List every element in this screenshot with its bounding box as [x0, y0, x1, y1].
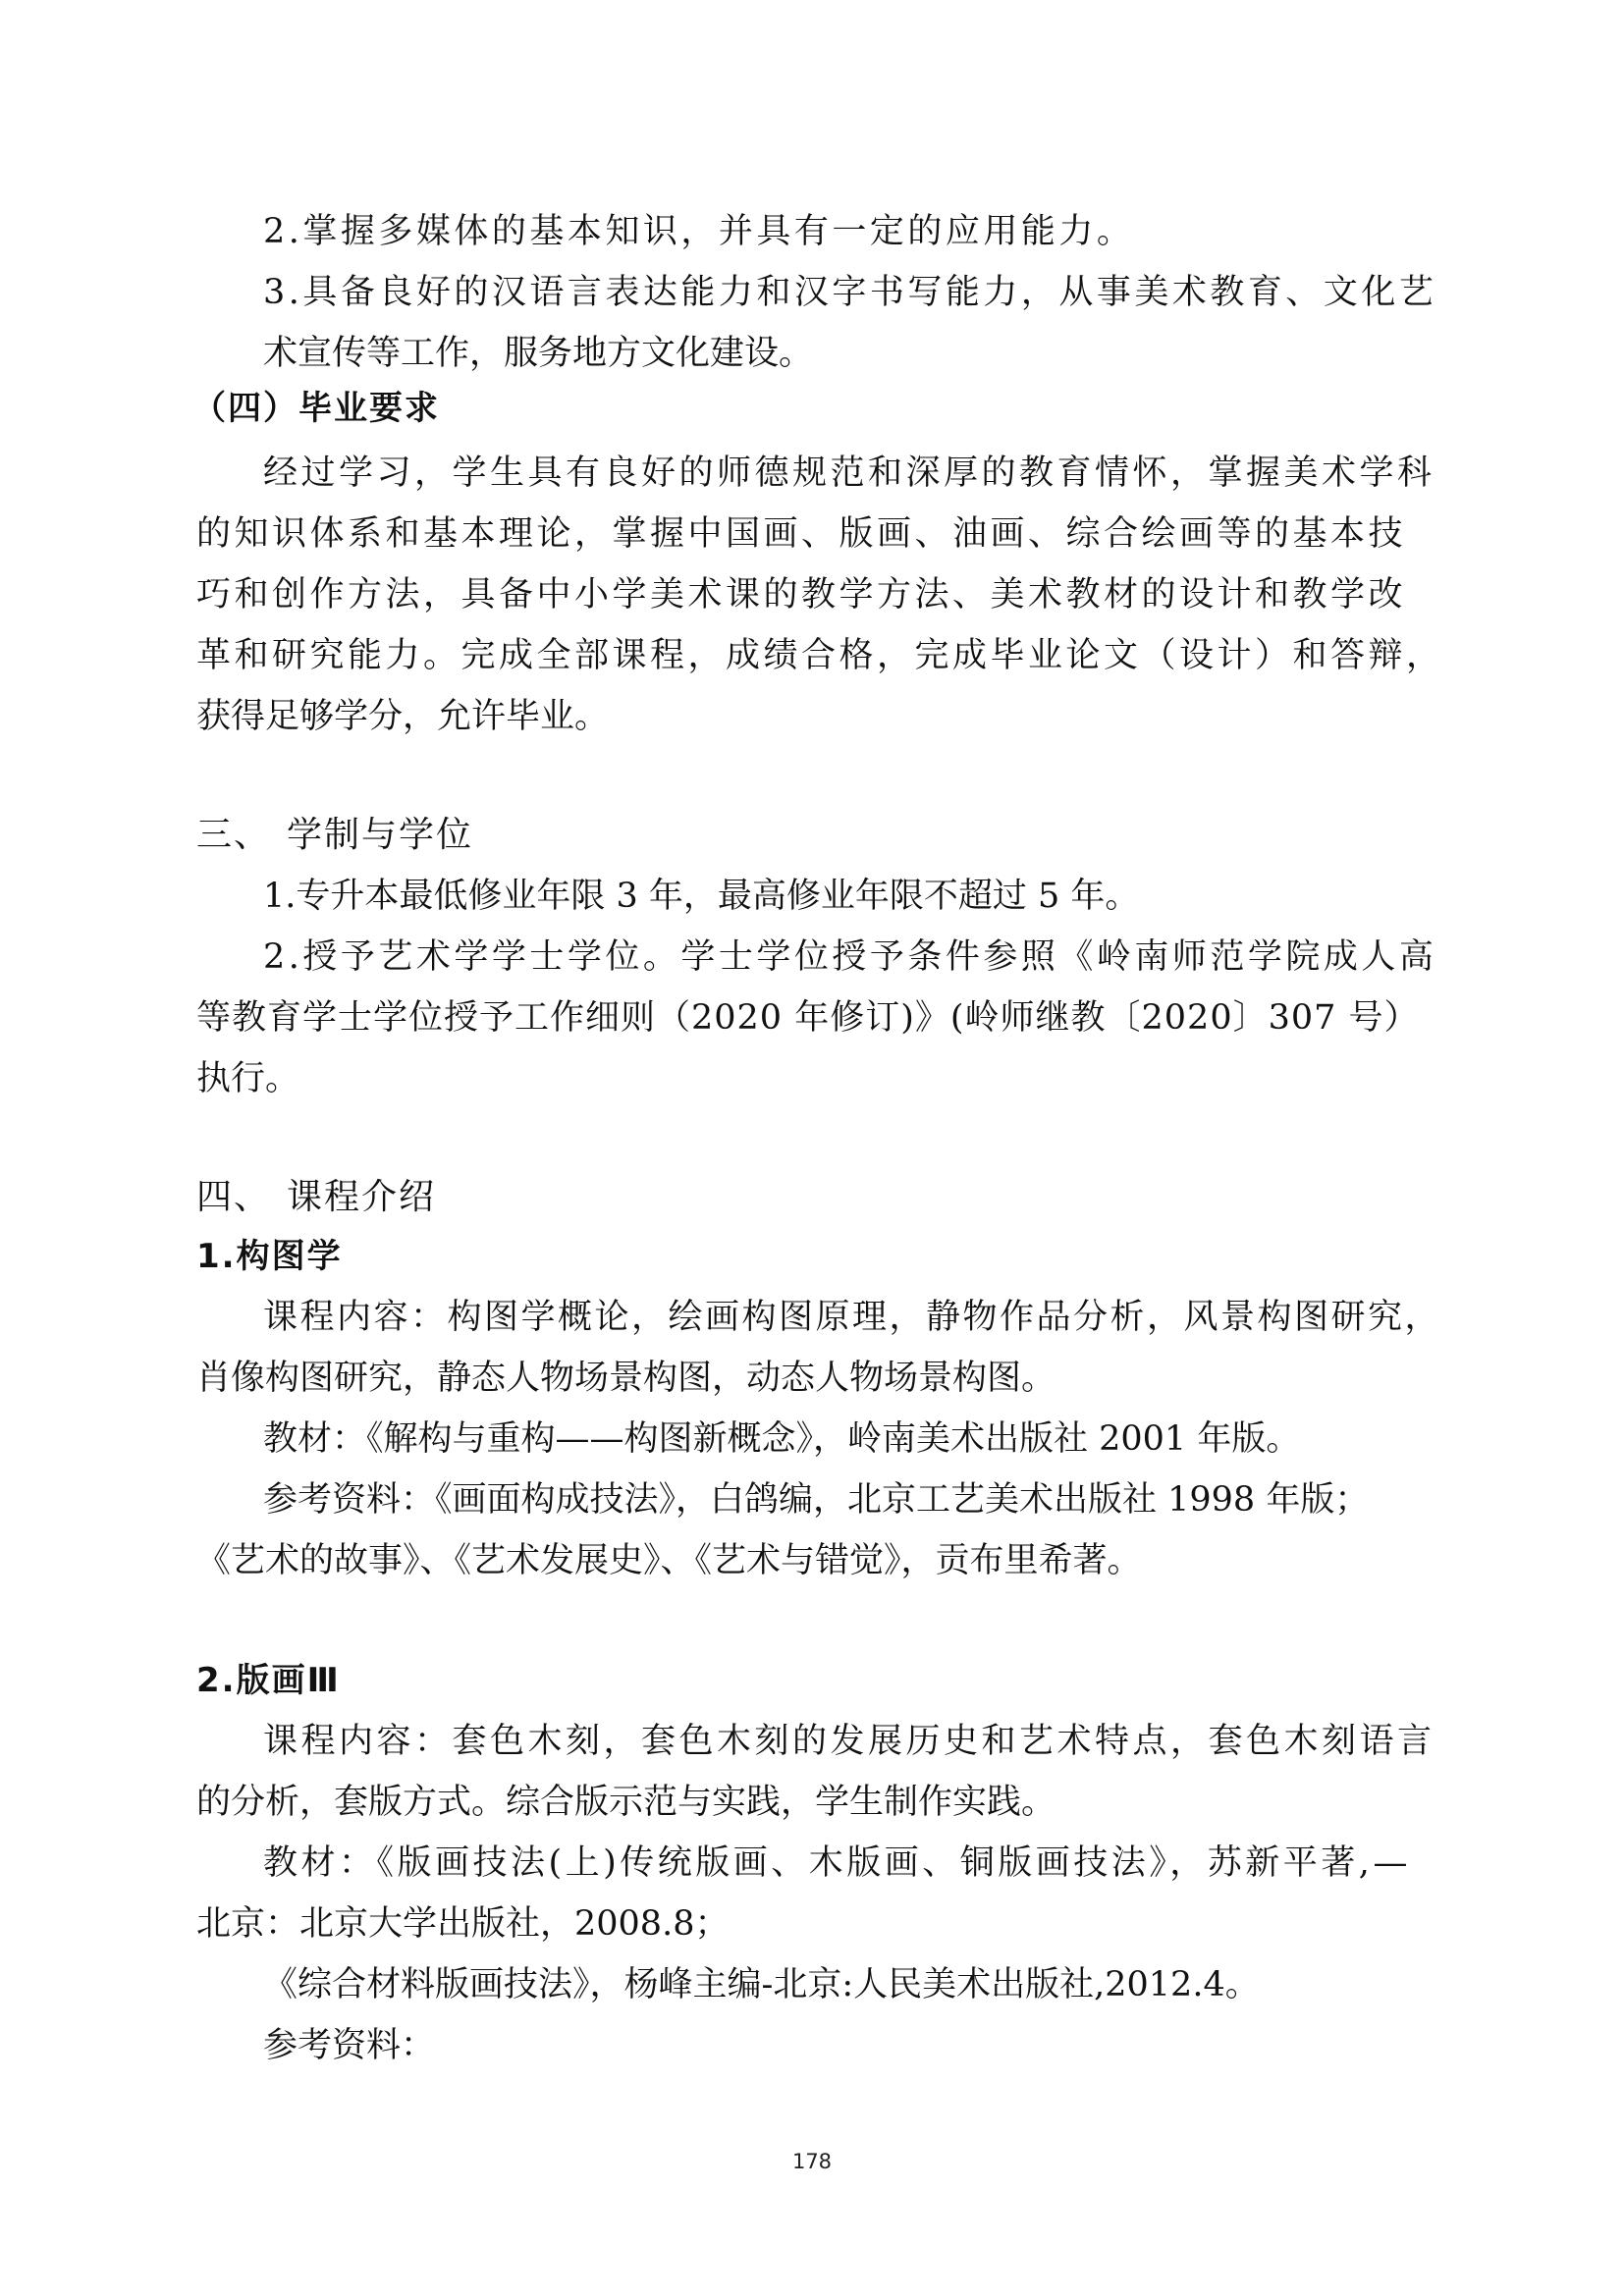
degree-item-1: 1.专升本最低修业年限 3 年，最高修业年限不超过 5 年。 [263, 877, 1140, 916]
ability-item-3: 3.具备良好的汉语言表达能力和汉字书写能力，从事美术教育、文化艺 [263, 273, 1437, 312]
degree-item-2: 2.授予艺术学学士学位。学士学位授予条件参照《岭南师范学院成人高 [263, 937, 1437, 977]
course-2-content-continued: 的分析，套版方式。综合版示范与实践，学生制作实践。 [196, 1783, 1056, 1822]
course-1-content-continued: 肖像构图研究，静态人物场景构图，动态人物场景构图。 [196, 1359, 1056, 1398]
heading-graduation-requirements: （四）毕业要求 [192, 389, 440, 428]
course-1-textbook: 教材：《解构与重构——构图新概念》，岭南美术出版社 2001 年版。 [263, 1419, 1301, 1459]
ability-item-3-continued: 术宣传等工作，服务地方文化建设。 [263, 334, 814, 373]
graduation-paragraph-line-1: 经过学习，学生具有良好的师德规范和深厚的教育情怀，掌握美术学科 [263, 454, 1435, 493]
graduation-paragraph-line-2: 的知识体系和基本理论，掌握中国画、版画、油画、综合绘画等的基本技 [196, 514, 1407, 554]
course-1-title: 1.构图学 [196, 1237, 343, 1276]
graduation-paragraph-line-3: 巧和创作方法，具备中小学美术课的教学方法、美术教材的设计和教学改 [196, 575, 1407, 614]
section-3-number: 三、 [196, 815, 272, 855]
section-4-heading [196, 1174, 1443, 1221]
ability-item-2: 2.掌握多媒体的基本知识，并具有一定的应用能力。 [263, 212, 1135, 251]
section-4-number: 四、 [196, 1177, 272, 1217]
graduation-paragraph-line-5: 获得足够学分，允许毕业。 [196, 697, 610, 736]
course-1-references-continued: 《艺术的故事》、《艺术发展史》、《艺术与错觉》，贡布里希著。 [196, 1541, 1142, 1580]
course-2-textbook-continued: 北京：北京大学出版社，2008.8； [196, 1904, 730, 1944]
page-number: 178 [791, 2150, 833, 2173]
course-2-title: 2.版画Ⅲ [196, 1661, 341, 1700]
course-2-textbook-2: 《综合材料版画技法》，杨峰主编-北京:人民美术出版社,2012.4。 [263, 1965, 1260, 2004]
graduation-paragraph-line-4: 革和研究能力。完成全部课程，成绩合格，完成毕业论文（设计）和答辩， [196, 636, 1444, 675]
section-4-title: 课程介绍 [287, 1177, 437, 1217]
course-2-content: 课程内容：套色木刻，套色木刻的发展历史和艺术特点，套色木刻语言 [263, 1722, 1435, 1761]
course-2-textbook: 教材：《版画技法(上)传统版画、木版画、铜版画技法》，苏新平著,— [263, 1843, 1411, 1883]
section-3-title: 学制与学位 [287, 815, 474, 855]
degree-item-2-end: 执行。 [196, 1059, 300, 1098]
course-1-content: 课程内容：构图学概论，绘画构图原理，静物作品分析，风景构图研究， [263, 1298, 1442, 1337]
degree-item-2-continued: 等教育学士学位授予工作细则（2020 年修订)》(岭师继教〔2020〕307 号） [196, 998, 1420, 1038]
course-2-references: 参考资料： [263, 2026, 436, 2065]
section-3-heading [196, 812, 1443, 859]
course-1-references: 参考资料：《画面构成技法》，白鸽编，北京工艺美术出版社 1998 年版； [263, 1480, 1370, 1520]
